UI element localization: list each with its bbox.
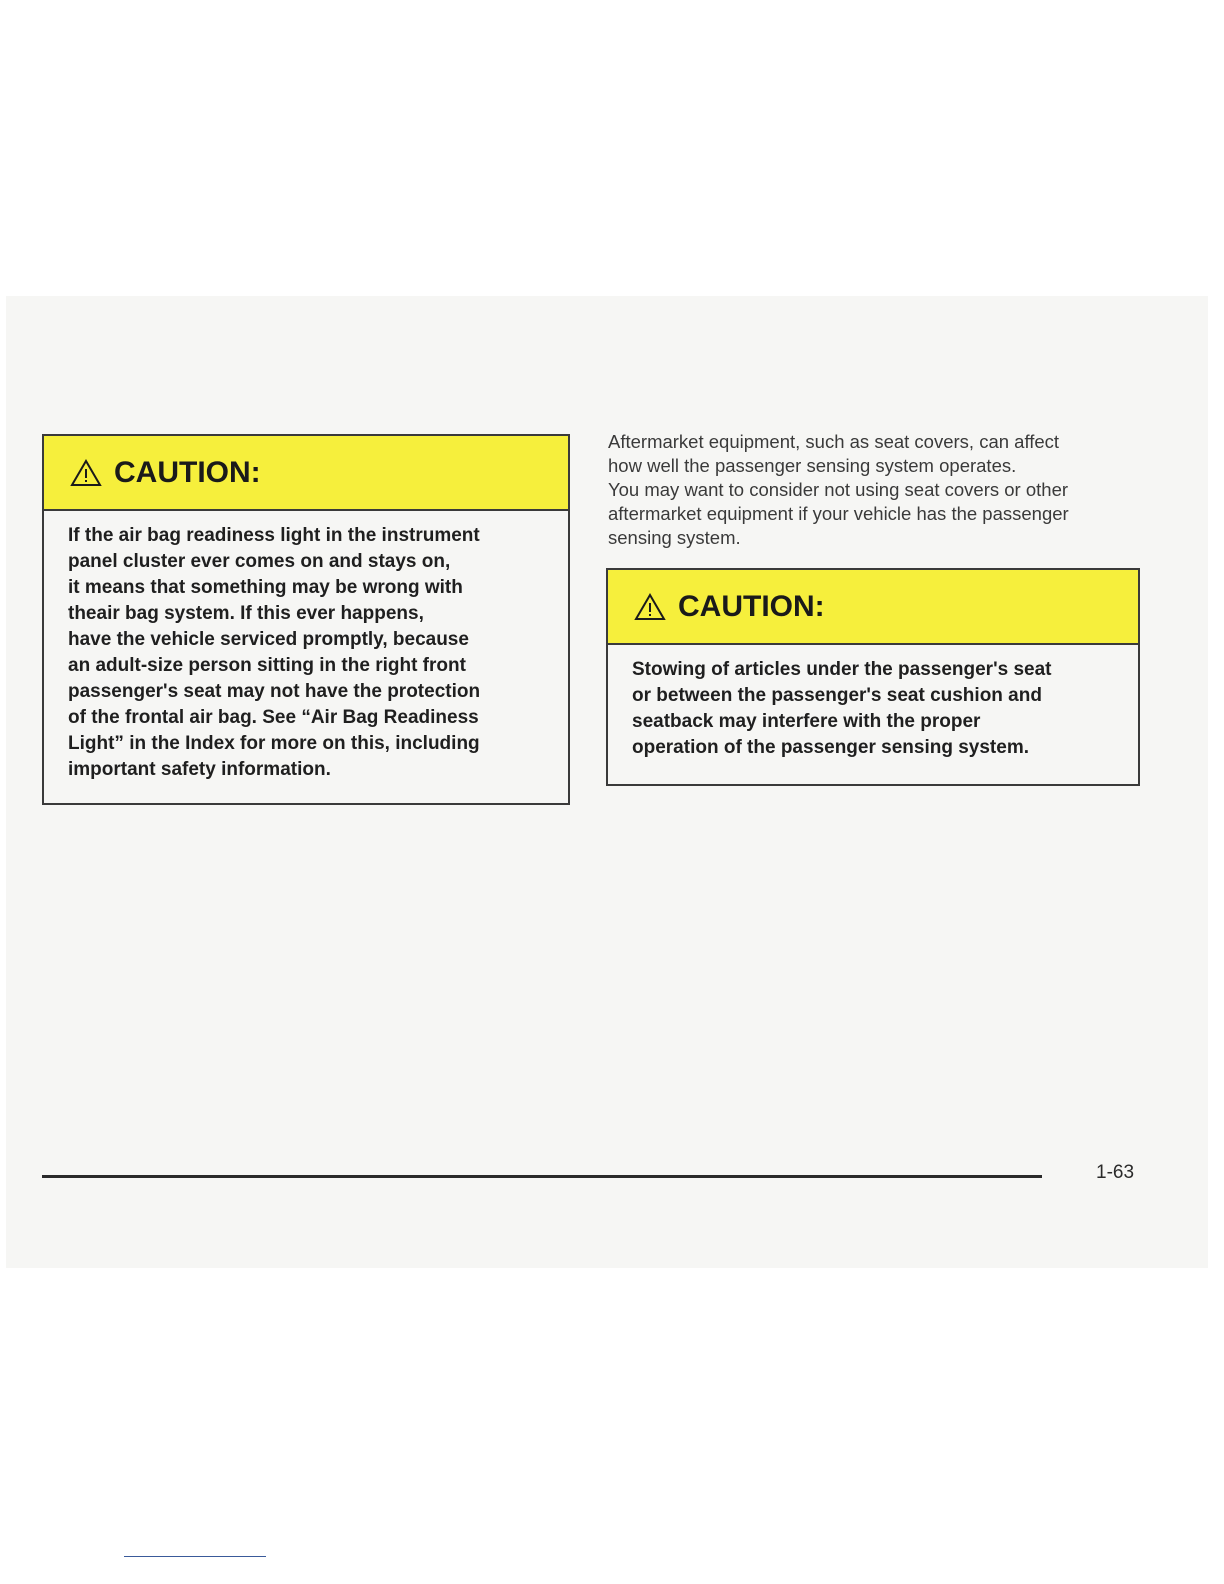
manual-page (6, 296, 1208, 1268)
caution-text-line: Stowing of articles under the passenger's seat (632, 659, 1052, 680)
paragraph-line: how well the passenger sensing system operates. (608, 455, 1017, 476)
warning-triangle-icon (70, 459, 102, 487)
caution-text-line: or between the passenger's seat cushion and (632, 685, 1042, 706)
caution-title: CAUTION: (678, 589, 825, 623)
bottom-divider (124, 1556, 266, 1557)
paragraph-line: You may want to consider not using seat covers or other (608, 479, 1069, 500)
aftermarket-equipment-paragraph (608, 430, 1148, 550)
paragraph-line: aftermarket equipment if your vehicle has the passenger (608, 503, 1069, 524)
caution-text-line: of the frontal air bag. See “Air Bag Readiness (68, 707, 479, 728)
caution-text-line: passenger's seat may not have the protection (68, 681, 481, 702)
warning-triangle-icon (634, 593, 666, 621)
paragraph-line: sensing system. (608, 527, 741, 548)
caution-box-air-bag-readiness (42, 434, 570, 805)
caution-text-line: operation of the passenger sensing system. (632, 737, 1029, 758)
caution-body (44, 511, 568, 783)
caution-header (44, 436, 568, 511)
caution-text-line: panel cluster ever comes on and stays on, (68, 551, 451, 572)
footer-divider (42, 1175, 1042, 1178)
caution-text-line: seatback may interfere with the proper (632, 711, 981, 732)
caution-text-line: have the vehicle serviced promptly, because (68, 629, 469, 650)
paragraph-line: Aftermarket equipment, such as seat covers, can affect (608, 431, 1060, 452)
caution-text-line: it means that something may be wrong with (68, 577, 463, 598)
caution-body (608, 645, 1138, 761)
caution-header (608, 570, 1138, 645)
caution-text-line: Light” in the Index for more on this, including (68, 733, 480, 754)
caution-box-stowing-articles (606, 568, 1140, 786)
page-number: 1-63 (1096, 1162, 1135, 1183)
caution-text-line: If the air bag readiness light in the instrument (68, 525, 480, 546)
caution-text-line: important safety information. (68, 759, 331, 780)
caution-title: CAUTION: (114, 455, 261, 489)
caution-text-line: theair bag system. If this ever happens, (68, 603, 424, 624)
caution-text-line: an adult-size person sitting in the right front (68, 655, 466, 676)
